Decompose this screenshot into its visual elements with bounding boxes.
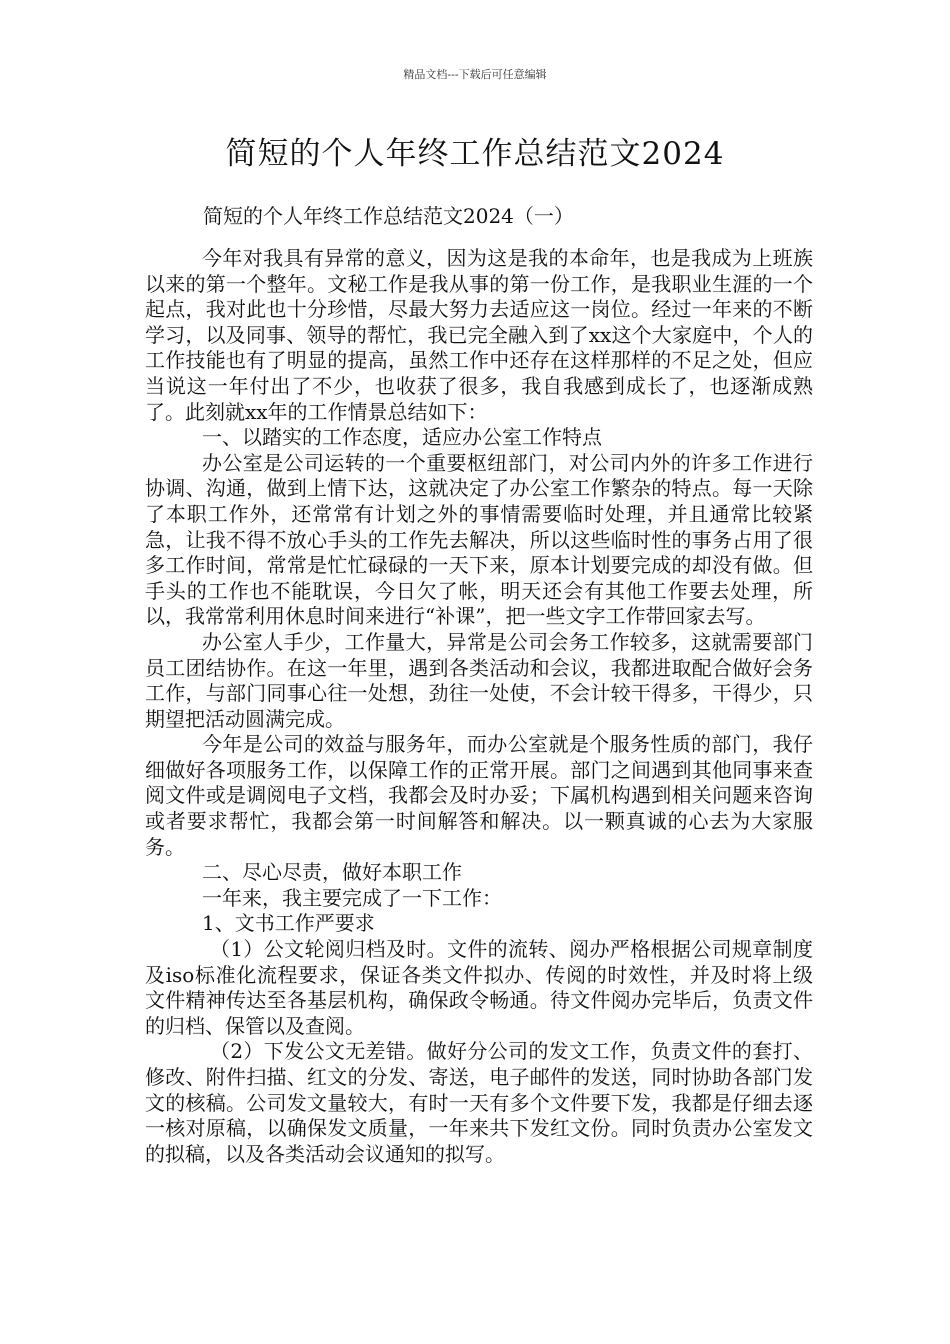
paragraph-item-1: （1）公文轮阅归档及时。文件的流转、阅办严格根据公司规章制度及iso标准化流程要求，保证各类文件拟办、传阅的时效性，并及时将上级文件精神传达至各基层机构，确保政令畅通。待文件阅办完毕后，负责文件的归档、保管以及查阅。 — [145, 937, 813, 1038]
paragraph-summary: 一年来，我主要完成了一下工作： — [202, 885, 502, 910]
document-body — [145, 246, 813, 1167]
section-heading-1: 一、以踏实的工作态度，适应办公室工作特点 — [202, 425, 602, 450]
section-subtitle: 简短的个人年终工作总结范文2024（一） — [203, 204, 574, 228]
paragraph-office: 办公室是公司运转的一个重要枢纽部门，对公司内外的许多工作进行协调、沟通，做到上情下达，这就决定了办公室工作繁杂的特点。每一天除了本职工作外，还常常有计划之外的事情需要临时处理，并且通常比较紧急，让我不得不放心手头的工作先去解决，所以这些临时性的事务占用了很多工作时间，常常是忙忙碌碌的一天下来，原本计划要完成的却没有做。但手头的工作也不能耽误，今日欠了帐，明天还会有其他工作要去处理，所以，我常常利用休息时间来进行“补课”，把一些文字工作带回家去写。 — [145, 450, 813, 629]
paragraph-teamwork: 办公室人手少，工作量大，异常是公司会务工作较多，这就需要部门员工团结协作。在这一年里，遇到各类活动和会议，我都进取配合做好会务工作，与部门同事心往一处想，劲往一处使，不会计较干得多，干得少，只期望把活动圆满完成。 — [145, 629, 813, 731]
paragraph-service: 今年是公司的效益与服务年，而办公室就是个服务性质的部门，我仔细做好各项服务工作，以保障工作的正常开展。部门之间遇到其他同事来查阅文件或是调阅电子文档，我都会及时办妥；下属机构遇到相关问题来咨询或者要求帮忙，我都会第一时间解答和解决。以一颗真诚的心去为大家服务。 — [145, 732, 813, 859]
paragraph-intro: 今年对我具有异常的意义，因为这是我的本命年，也是我成为上班族以来的第一个整年。文秘工作是我从事的第一份工作，是我职业生涯的一个起点，我对此也十分珍惜，尽最大努力去适应这一岗位。经过一年来的不断学习，以及同事、领导的帮忙，我已完全融入到了xx这个大家庭中，个人的工作技能也有了明显的提高，虽然工作中还存在这样那样的不足之处，但应当说这一年付出了不少，也收获了很多，我自我感到成长了，也逐渐成熟了。此刻就xx年的工作情景总结如下： — [145, 246, 813, 424]
document-title: 简短的个人年终工作总结范文2024 — [225, 136, 725, 172]
subheading-documents: 1、文书工作严要求 — [202, 911, 375, 936]
page-header: 精品文档---下载后可任意编辑 — [403, 68, 547, 81]
section-heading-2: 二、尽心尽责，做好本职工作 — [202, 860, 462, 885]
paragraph-item-2: （2）下发公文无差错。做好分公司的发文工作，负责文件的套打、修改、附件扫描、红文的分发、寄送，电子邮件的发送，同时协助各部门发文的核稿。公司发文量较大，有时一天有多个文件要下发，我都是仔细去逐一核对原稿，以确保发文质量，一年来共下发红文份。同时负责办公室发文的拟稿，以及各类活动会议通知的拟写。 — [145, 1039, 813, 1166]
